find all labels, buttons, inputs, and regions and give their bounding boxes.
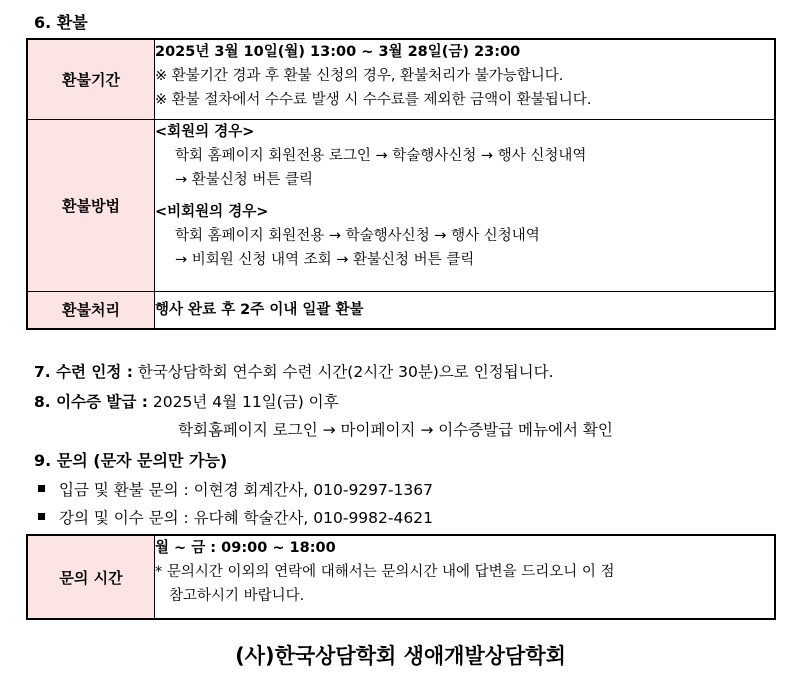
bullet-square-icon [38, 513, 45, 520]
inquiry-hours-note-1: * 문의시간 이외의 연락에 대해서는 문의시간 내에 답변을 드리오니 이 점 [155, 564, 615, 580]
inquiry-hours-label: 문의 시간 [27, 535, 155, 619]
refund-table [26, 38, 776, 330]
nonmember-case-title: <비회원의 경우> [155, 203, 269, 220]
refund-period-dates: 2025년 3월 10일(월) 13:00 ~ 3월 28일(금) 23:00 [155, 44, 521, 60]
certificate-issue [34, 390, 339, 412]
refund-method-row [27, 119, 775, 291]
member-case-title: <회원의 경우> [155, 123, 255, 140]
refund-period-label: 환불기간 [27, 39, 155, 119]
refund-process-text: 행사 완료 후 2주 이내 일괄 환불 [155, 301, 364, 318]
training-value: 한국상담학회 연수회 수련 시간(2시간 30분)으로 인정됩니다. [132, 363, 554, 381]
refund-period-note-2: ※ 환불 절차에서 수수료 발생 시 수수료를 제외한 금액이 환불됩니다. [155, 92, 592, 108]
section-refund-heading: 6. 환불 [34, 13, 88, 32]
inquiry-hours-table [26, 534, 776, 620]
refund-method-label: 환불방법 [27, 119, 155, 291]
inquiry-hours-note-2: 참고하시기 바랍니다. [169, 588, 305, 604]
refund-period-row [27, 39, 775, 119]
member-case-step-1: 학회 홈페이지 회원전용 로그인 → 학술행사신청 → 행사 신청내역 [175, 147, 587, 164]
refund-period-note-1: ※ 환불기간 경과 후 환불 신청의 경우, 환불처리가 불가능합니다. [155, 68, 564, 84]
inquiry-heading: 9. 문의 (문자 문의만 가능) [34, 451, 228, 470]
member-case-step-2: → 환불신청 버튼 클릭 [175, 171, 314, 188]
refund-process-label: 환불처리 [27, 291, 155, 329]
refund-method-content [155, 119, 776, 291]
inquiry-item-payment [38, 478, 433, 500]
nonmember-case-step-1: 학회 홈페이지 회원전용 → 학술행사신청 → 행사 신청내역 [175, 227, 540, 244]
inquiry-item-payment-text: 입금 및 환불 문의 : 이현경 회계간사, 010-9297-1367 [59, 481, 433, 499]
training-key: 7. 수련 인정 : [34, 363, 133, 381]
certificate-value: 2025년 4월 11일(금) 이후 [147, 393, 339, 411]
certificate-key: 8. 이수증 발급 : [34, 393, 148, 411]
refund-process-row [27, 291, 775, 329]
bullet-square-icon [38, 485, 45, 492]
inquiry-hours-row [27, 535, 775, 619]
inquiry-hours-time: 월 ~ 금 : 09:00 ~ 18:00 [155, 540, 336, 556]
inquiry-item-lecture-text: 강의 및 이수 문의 : 유다혜 학술간사, 010-9982-4621 [59, 509, 433, 527]
refund-period-content [155, 39, 776, 119]
inquiry-hours-content [155, 535, 776, 619]
organization-footer: (사)한국상담학회 생애개발상담학회 [235, 644, 566, 668]
inquiry-item-lecture [38, 506, 433, 528]
training-recognition [34, 360, 554, 382]
nonmember-case-step-2: → 비회원 신청 내역 조회 → 환불신청 버튼 클릭 [175, 251, 475, 268]
refund-process-content [155, 291, 776, 329]
certificate-detail: 학회홈페이지 로그인 → 마이페이지 → 이수증발급 메뉴에서 확인 [178, 421, 613, 439]
